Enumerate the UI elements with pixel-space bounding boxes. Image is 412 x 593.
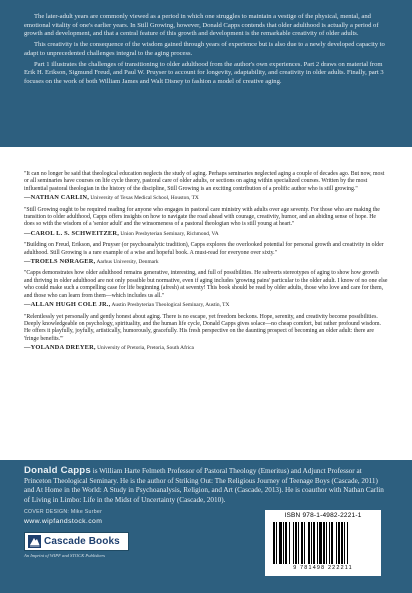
publisher-logo xyxy=(24,532,129,551)
endorser-name: —TROELS NØRAGER, xyxy=(24,258,96,266)
endorsement xyxy=(24,270,388,309)
endorsement-quote: "Still Growing ought to be required reading for anyone who engages in pastoral care ministry with adults over age seventy. For those who are making the transition to older adulthood, Capps offers insights on how to navigate the road ahead with courage, creativity, humor, and an abiding sense of hope. He does so with the wisdom of a 'senior adult' and the winsomeness of a pastoral theologian who is still young at heart." xyxy=(24,206,380,228)
description-paragraph-2: This creativity is the consequence of the wisdom gained through years of experience but is also due to a newly developed capacity to adapt to unprecedented challenges integral to the aging process. xyxy=(24,41,385,57)
endorsement-quote: "Capps demonstrates how older adulthood remains generative, interesting, and full of possibilities. He subverts stereotypes of aging to show how growth and thriving in older adulthood are not only possible but normative, even if aging includes 'growing pains' particular to the older adult. I know of no one else who could make such a compelling case for life beginning (afresh) at seventy! This book should be read by older adults, those who love and care for them, and those who can learn from them—which includes us all." xyxy=(24,270,388,299)
publisher-imprint: An Imprint of WIPF and STOCK Publishers xyxy=(24,553,106,558)
cover-design-credit: COVER DESIGN: Mike Surber xyxy=(24,509,103,515)
endorser-name: —CAROL L. S. SCHWEITZER, xyxy=(24,229,120,237)
barcode-bars-icon xyxy=(273,522,373,564)
endorsement-attribution xyxy=(24,230,388,238)
endorser-affiliation: University of Pretoria, Pretoria, South Africa xyxy=(97,345,194,352)
publisher-name: Cascade Books xyxy=(44,536,120,547)
isbn-label: ISBN 978-1-4982-2221-1 xyxy=(284,512,362,519)
description-band xyxy=(0,0,412,147)
endorser-name: —ALLAN HUGH COLE JR., xyxy=(24,301,111,309)
endorsement xyxy=(24,242,388,266)
endorsement-attribution xyxy=(24,344,388,352)
barcode-digits: 9 781498 222211 xyxy=(293,565,353,571)
endorser-affiliation: Union Presbyterian Seminary, Richmond, VA xyxy=(120,230,219,237)
endorser-affiliation: Austin Presbyterian Theological Seminary, Austin, TX xyxy=(111,302,230,309)
author-bio-text: is William Harte Felmeth Professor of Pastoral Theology (Emeritus) and Adjunct Professor at Princeton Theological Seminary. He is the author of Striking Out: The Religious Journey of Teenage Boys (Cascade, 2011) and At Home in the World: A Study in Psychoanalysis, Religion, and Art (Cascade, 2013). He is coauthor with Nathan Carlin of Living in Limbo: Life in the Midst of Uncertainty (Cascade, 2010). xyxy=(24,467,384,504)
cascade-logo-icon xyxy=(28,535,41,548)
endorsement-quote: "It can no longer be said that theological education neglects the study of aging. Perhaps seminaries neglected aging a couple of decades ago. But now, most or all seminaries have courses on life cycle theory, pastoral care of older adults, or sections on aging within specialized courses. Written by the most influential pastoral theologian in the history of the discipline, Still Growing is an exciting contribution of a prolific author who is still growing." xyxy=(24,171,385,192)
author-name: Donald Capps xyxy=(24,465,91,476)
endorsement xyxy=(24,314,388,353)
author-bio xyxy=(24,466,388,505)
endorser-affiliation: Aarhus University, Denmark xyxy=(96,259,159,266)
endorsement-quote: "Relentlessly yet personally and gently honest about aging. There is no escape, yet freedom beckons. Hope, serenity, and creativity become possibilities. Deeply knowledgeable on psychology, spirituality, and the human life cycle, Donald Capps gives solace—no cheap comfort, but rather profound wisdom. He offers it playfully, joyfully, artistically, humorously, gracefully. His fresh perspective on the daunting prospect of becoming an older adult: there are 'fringe benefits.'" xyxy=(24,313,381,342)
endorser-name: —YOLANDA DREYER, xyxy=(24,344,96,352)
endorsement-attribution xyxy=(24,301,388,309)
endorsement xyxy=(24,207,388,239)
endorsement-attribution xyxy=(24,194,388,202)
description-paragraph-1: The later-adult years are commonly viewed as a period in which one struggles to maintain a vestige of the physical, mental, and emotional vitality of one's earlier years. In Still Growing, however, Donald Capps contends that older adulthood is actually a period of growth and development, and that a central feature of this growth and development is the remarkable creativity of older adults. xyxy=(24,13,379,38)
endorsement-attribution xyxy=(24,258,388,266)
endorsements-panel xyxy=(0,171,412,508)
endorser-name: —NATHAN CARLIN, xyxy=(24,194,90,202)
description-paragraph-3: Part 1 illustrates the challenges of transitioning to older adulthood from the author's own experiences. Part 2 draws on material from Erik H. Erikson, Sigmund Freud, and Paul W. Pruyser to account for longevity, adaptability, and creativity in older adults. Finally, part 3 focuses on the work of both William James and Walt Disney to fashion a model of creative aging. xyxy=(24,60,384,85)
barcode xyxy=(265,510,381,576)
endorsement-quote: "Building on Freud, Erikson, and Pruyser (or psychoanalytic tradition), Capps explores the overlooked potential for personal growth and creativity in older adulthood. Still Growing is a rare example of a wise and hopeful book. A must-read for everyone over sixty." xyxy=(24,242,384,256)
publisher-website: www.wipfandstock.com xyxy=(24,518,103,525)
endorser-affiliation: University of Texas Medical School, Houston, TX xyxy=(90,195,199,202)
endorsement xyxy=(24,171,388,203)
